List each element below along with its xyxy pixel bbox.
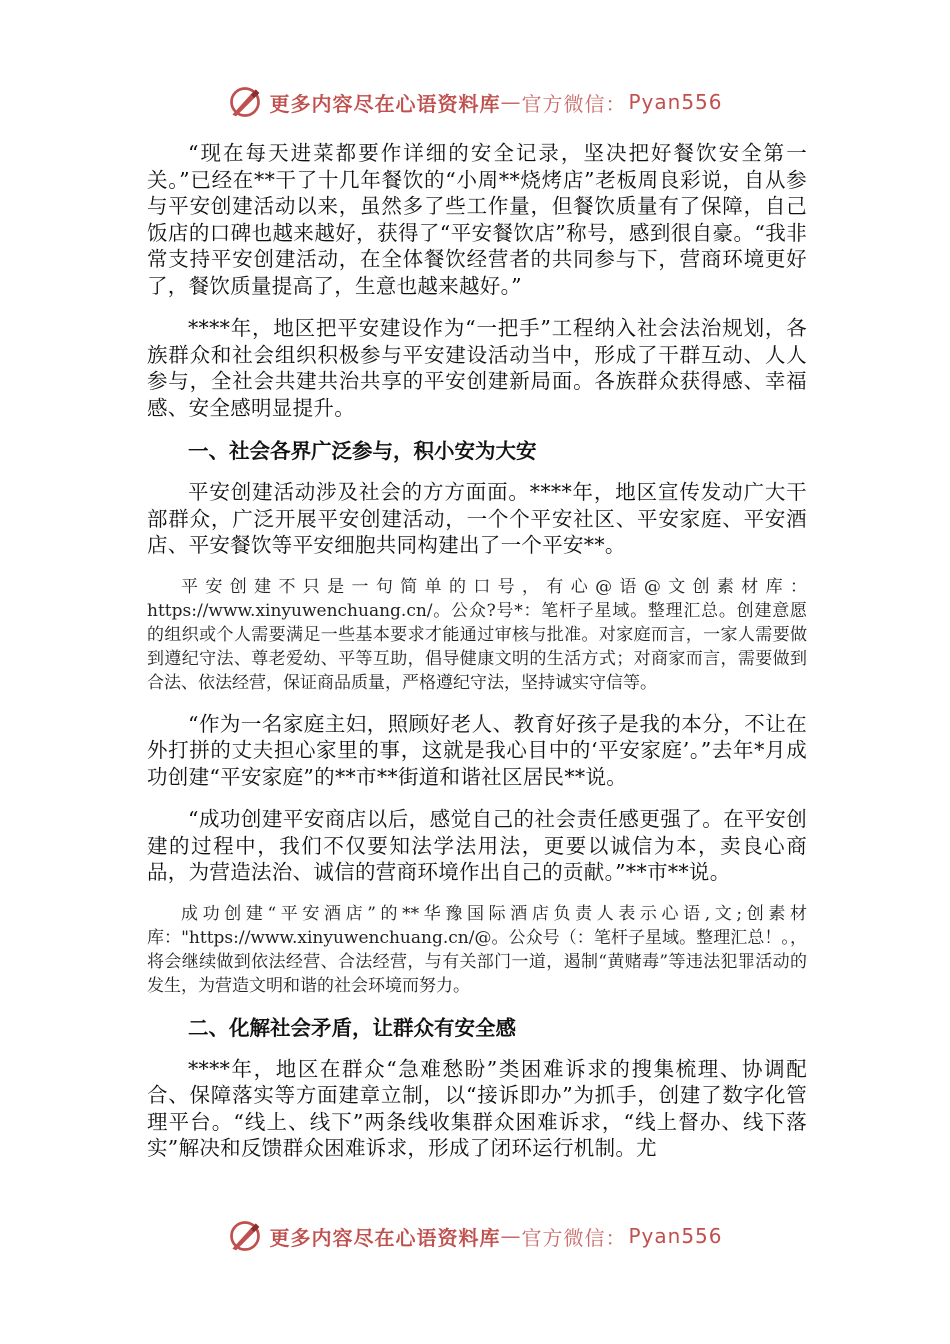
paragraph-4: 平安创建不只是一句简单的口号，有心@语@文创素材库：https://www.xinyuwenchuang.cn/。公众?号*：笔杆子星域。整理汇总。创建意愿的组织或个人需要满足一些基本要求才能通过审核与批准。对家庭而言，一家人需要做到遵纪守法、尊老爱幼、平等互助，倡导健康文明的生活方式；对商家而言，需要做到合法、依法经营，保证商品质量，严格遵纪守法，坚持诚实守信等。 xyxy=(147,576,807,693)
banner-label: 官方微信： xyxy=(521,91,627,116)
banner-dash: — xyxy=(500,90,522,114)
paragraph-1: “现在每天进菜都要作详细的安全记录，坚决把好餐饮安全第一关。”已经在**干了十几年餐饮的“小周**烧烤店”老板周良彩说，自从参与平安创建活动以来，虽然多了些工作量，但餐饮质量有了保障，自己饭店的口碑也越来越好，获得了“平安餐饮店”称号，感到很自豪。“我非常支持平安创建活动，在全体餐饮经营者的共同参与下，营商环境更好了，餐饮质量提高了，生意也越来越好。” xyxy=(147,141,807,298)
section-heading-2: 二、化解社会矛盾，让群众有安全感 xyxy=(188,1015,516,1040)
paragraph-6: “成功创建平安商店以后，感觉自己的社会责任感更强了。在平安创建的过程中，我们不仅要知法学法用法，更要以诚信为本，卖良心商品，为营造法治、诚信的营商环境作出自己的贡献。”**市**说。 xyxy=(147,807,807,884)
banner-brand: 更多内容尽在心语资料库 xyxy=(269,1225,501,1250)
paragraph-2: ****年，地区把平安建设作为“一把手”工程纳入社会法治规划，各族群众和社会组织积极参与平安建设活动当中，形成了干群互动、人人参与，全社会共建共治共享的平安创建新局面。各族群众获得感、幸福感、安全感明显提升。 xyxy=(147,316,807,420)
banner-dash: — xyxy=(500,1224,522,1248)
banner-label: 官方微信： xyxy=(521,1225,627,1250)
section-heading-1: 一、社会各界广泛参与，积小安为大安 xyxy=(188,439,537,463)
document-body xyxy=(147,140,807,1178)
footer-watermark-banner xyxy=(0,1216,950,1256)
banner-wechat-id: Pyan556 xyxy=(628,90,723,114)
header-watermark-banner xyxy=(0,82,950,122)
paragraph-7: 成功创建“平安酒店”的**华豫国际酒店负责人表示心语,文;创素材库："https://www.xinyuwenchuang.cn/@。公众号（：笔杆子星域。整理汇总！。，将会继续做到依法经营、合法经营，与有关部门一道，遏制“黄赌毒”等违法犯罪活动的发生，为营造文明和谐的社会环境而努力。 xyxy=(147,903,807,996)
pen-logo-icon xyxy=(227,1218,263,1254)
banner-wechat-id: Pyan556 xyxy=(628,1224,723,1248)
banner-brand: 更多内容尽在心语资料库 xyxy=(269,91,501,116)
paragraph-3: 平安创建活动涉及社会的方方面面。****年，地区宣传发动广大干部群众，广泛开展平安创建活动，一个个平安社区、平安家庭、平安酒店、平安餐饮等平安细胞共同构建出了一个平安**。 xyxy=(147,480,807,557)
paragraph-5: “作为一名家庭主妇，照顾好老人、教育好孩子是我的本分，不让在外打拼的丈夫担心家里的事，这就是我心目中的‘平安家庭’。”去年*月成功创建“平安家庭”的**市**街道和谐社区居民**说。 xyxy=(147,711,807,789)
pen-logo-icon xyxy=(227,84,263,120)
paragraph-8: ****年，地区在群众“急难愁盼”类困难诉求的搜集梳理、协调配合、保障落实等方面建章立制，以“接诉即办”为抓手，创建了数字化管理平台。“线上、线下”两条线收集群众困难诉求，“线上督办、线下落实”解决和反馈群众困难诉求，形成了闭环运行机制。尤 xyxy=(147,1056,807,1160)
